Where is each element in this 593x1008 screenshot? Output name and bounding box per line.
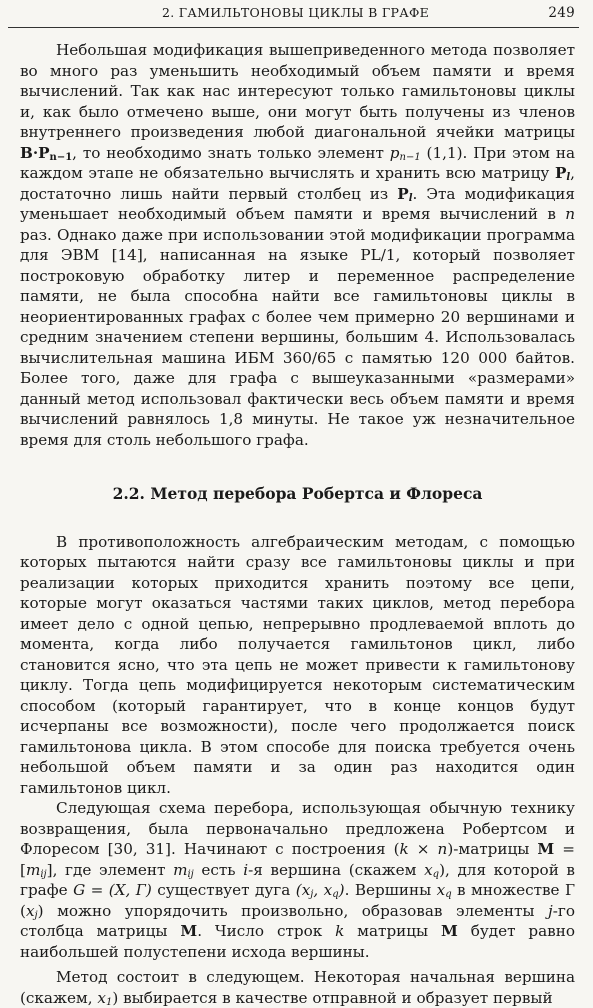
math-i: i <box>243 860 249 879</box>
paragraph-4 <box>20 967 575 1008</box>
math-m-def: $M = [m_{ij}]$ <box>20 840 575 880</box>
body-text <box>20 40 575 1008</box>
paragraph-2: В противоположность алгебраическим методам, с помощью которых пытаются найти сразу все гамильтоновы циклы и при реализации которых приходится хранить поэтому все цепи, которые могут оказаться частями таких циклов, метод перебора имеет дело с одной цепью, непрерывно продлеваемой вплоть до момента, когда либо получается гамильтонов цикл, либо становится ясно, что эта цепь не может привести к гамильтонову циклу. Тогда цепь модифицируется некоторым систематическим способом (который гарантирует, что в конце концов будут исчерпаны все возможности), после чего продолжается поиск гамильтонова цикла. В этом способе для поиска требуется очень небольшой объем памяти и за один раз находится один гамильтонов цикл. <box>20 532 575 797</box>
math-mij: $m_{ij}$ <box>173 860 194 880</box>
paragraph-3 <box>20 798 575 962</box>
math-kxn: k × n <box>399 840 448 858</box>
math-x1: $x_1$ <box>97 988 113 1008</box>
text-run: ), для которой в графе <box>20 860 575 899</box>
text-run: Небольшая модификация вышеприведенного метода позволяет во много раз уменьшить необходимый объем памяти и время вычислений. Так как нас интересуют только гамильтоновы циклы и, как было отмечено выше, они могут быть получены из членов внутреннего произведения любой диагональной ячейки матрицы <box>20 41 575 141</box>
text-run: матрицы <box>344 922 442 940</box>
text-run: в множестве <box>451 881 565 899</box>
text-run: ) выбирается в качестве отправной и образует первый <box>112 988 553 1007</box>
math-p-element: $p_{n-1}$ <box>389 143 421 163</box>
text-run: Следующая схема перебора, использующая обычную технику возвращения, была первоначально предложена Робертсом и Флоресом [30, 31]. Начинают с построения ( <box>20 799 575 858</box>
math-bp: $B\cdot P_{n-1}$ <box>20 143 73 163</box>
math-pl-2: $P_l$ <box>397 184 413 204</box>
text-run: раз. Однако даже при использовании этой модификации программа для ЭВМ [14], написанная на языке PL/1, который позволяет построковую обработку литер и переменное распределение памяти, не была способна найти все гамильтоновы циклы в неориентированных графах с более чем примерно 20 вершинами и средним значением степени вершины, большим 4. Использовалась вычислительная машина ИБМ 360/65 с памятью 120 000 байтов. Более того, даже для графа с вышеуказанными «размерами» данный метод использовал фактически весь объем памяти и время вычислений равнялось 1,8 минуты. Не такое уж незначительное время для столь небольшого графа. <box>20 225 575 449</box>
math-arc: ($x_j$, $x_q$) <box>295 881 345 900</box>
math-pl: $P_l$ <box>554 164 571 183</box>
running-head <box>0 0 593 30</box>
math-M-2: M <box>441 922 458 940</box>
math-n: n <box>565 205 575 223</box>
text-run: )-матрицы <box>447 840 538 858</box>
math-xq: $x_q$ <box>424 860 440 880</box>
paragraph-1 <box>20 40 575 450</box>
text-run: существует дуга <box>151 881 296 899</box>
text-run: есть <box>193 860 244 879</box>
text-run: . Вершины <box>344 881 437 899</box>
page-number: 249 <box>548 5 575 21</box>
text-run: (1,1). При этом на каждом этапе не обязательно вычислять и хранить всю матрицу <box>20 143 576 182</box>
header-rule <box>8 27 579 28</box>
math-j: j <box>548 901 553 920</box>
section-heading: 2.2. Метод перебора Робертса и Флореса <box>112 484 483 503</box>
text-run: -го столбца матрицы <box>20 901 575 940</box>
text-run: будет равно наибольшей полустепени исхода вершины. <box>20 922 575 961</box>
math-M: M <box>180 922 198 940</box>
math-xq-2: $x_q$ <box>436 881 452 900</box>
text-run: , то необходимо знать только элемент <box>72 143 390 162</box>
math-graph-def: G = (X, Г) <box>73 881 152 899</box>
text-run: , где элемент <box>52 860 174 879</box>
text-run: Метод состоит в следующем. Некоторая начальная вершина (скажем, <box>20 968 575 1007</box>
math-k: k <box>335 922 345 940</box>
math-gamma: Г $(x_j)$ <box>20 881 576 921</box>
text-run: . Число строк <box>197 922 336 940</box>
text-run: -я вершина (скажем <box>248 860 425 879</box>
running-title: 2. ГАМИЛЬТОНОВЫ ЦИКЛЫ В ГРАФЕ <box>162 5 430 20</box>
text-run: . Эта модификация уменьшает необходимый объем памяти и время вычислений в <box>20 184 575 223</box>
text-run: , достаточно лишь найти первый столбец из <box>20 164 575 203</box>
text-run: можно упорядочить произвольно, образовав элементы <box>43 901 549 920</box>
